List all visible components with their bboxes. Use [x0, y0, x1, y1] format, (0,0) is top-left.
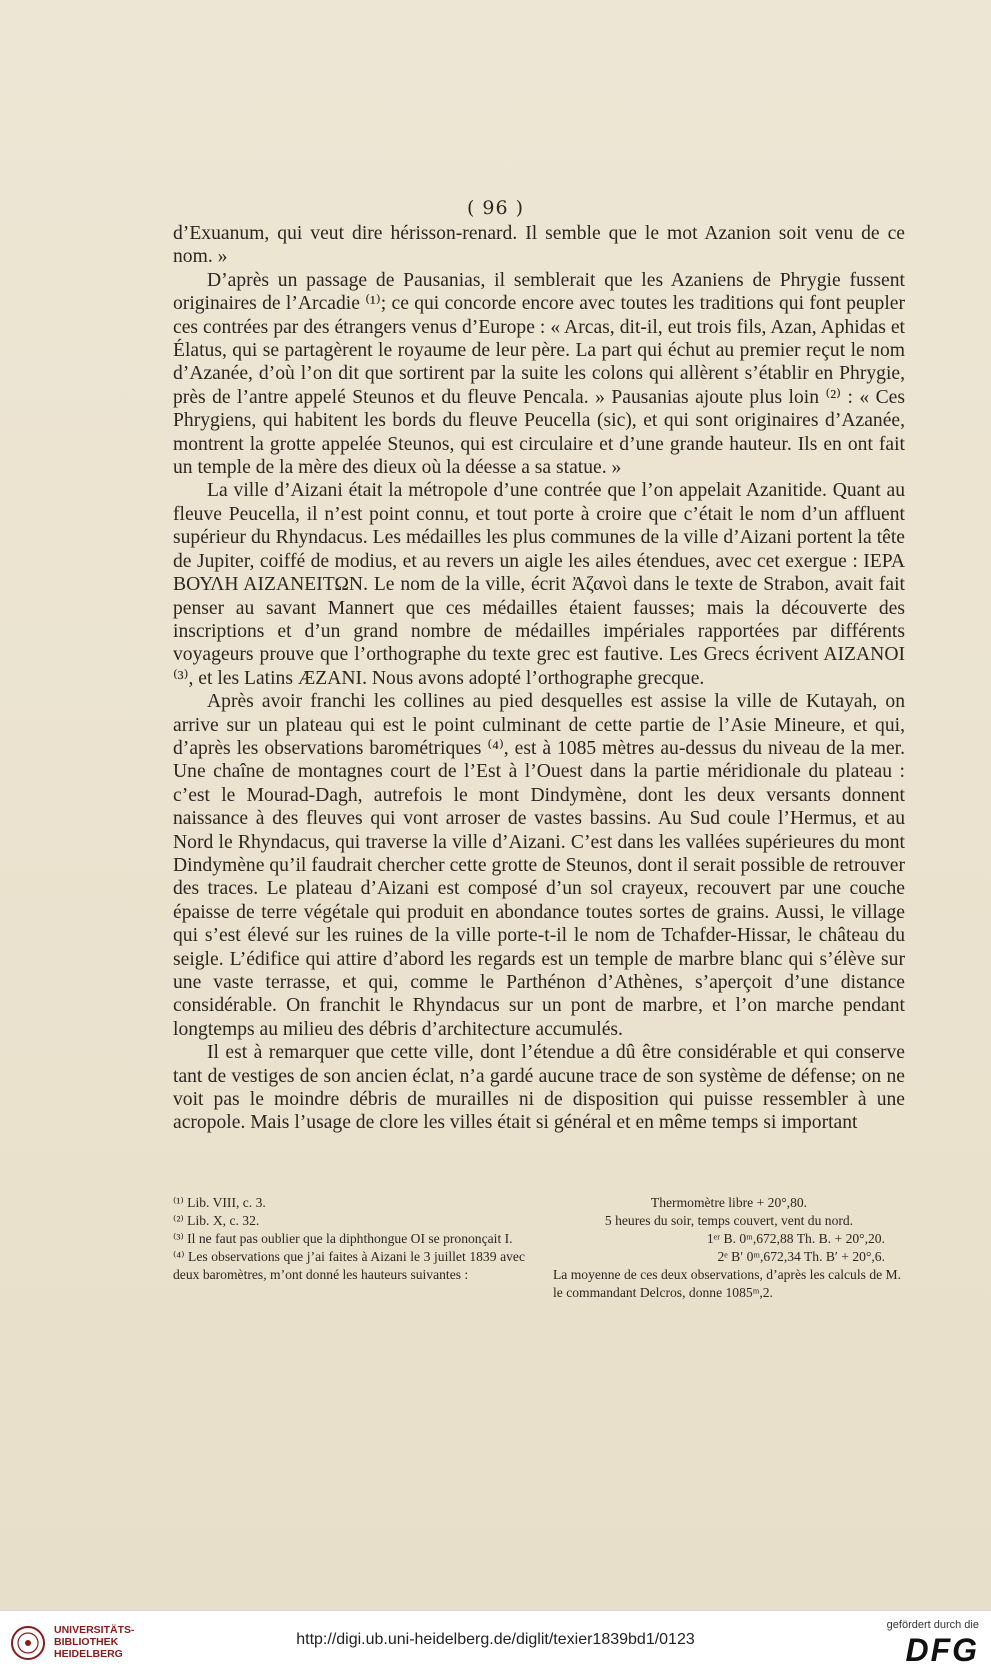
footnote-line: 1ᵉʳ B. 0ᵐ,672,88 Th. B. + 20°,20.	[706, 1231, 885, 1246]
page-number: ( 96 )	[466, 197, 525, 219]
footnotes	[173, 1194, 905, 1302]
footnote-line: La moyenne de ces deux observations, d’après les calculs de M. le commandant Delcros, donne 1085ᵐ,2.	[553, 1267, 902, 1300]
paragraph: d’Exuanum, qui veut dire hérisson-renard. Il semble que le mot Azanion soit venu de ce nom. »	[173, 223, 905, 268]
paragraph: Après avoir franchi les collines au pied desquelles est assise la ville de Kutayah, on arrive sur un plateau qui est le point culminant de cette partie de l’Asie Mineure, et qui, d’après les observations barométriques ⁽⁴⁾, est à 1085 mètres au-dessus du niveau de la mer. Une chaîne de montagnes court de l’Est à l’Ouest dans la partie méridionale du plateau : c’est le Mourad-Dagh, autrefois le mont Dindymène, dont les deux versants donnent naissance à des fleuves qui vont arroser de vastes bassins. Au Sud coule l’Hermus, et au Nord le Rhyndacus, qui traverse la ville d’Aizani. C’est dans les vallées supérieures du mont Dindymène qu’il faudrait chercher cette grotte de Steunos, dont il serait possible de retrouver des traces. Le plateau d’Aizani est composé d’un sol crayeux, recouvert par une couche épaisse de terre végétale qui produit en abondance toutes sortes de grains. Aussi, le village qui s’est élevé sur les ruines de la ville porte-t-il le nom de Tchafder-Hissar, le château du seigle. L’édifice qui attire d’abord les regards est un temple de marbre blanc qui s’élève sur une vaste terrasse, et qui, comme le Parthénon d’Athènes, s’aperçoit d’une distance considérable. On franchit le Rhyndacus sur un pont de marbre, et l’on marche pendant longtemps au milieu des débris d’architecture accumulés.	[173, 691, 905, 1040]
body-text	[173, 222, 905, 1135]
footnotes-right-column	[553, 1194, 905, 1302]
footer-bar	[0, 1610, 991, 1672]
sponsor-caption: gefördert durch die	[886, 1619, 979, 1631]
paragraph: D’après un passage de Pausanias, il semblerait que les Azaniens de Phrygie fussent originaires de l’Arcadie ⁽¹⁾; ce qui concorde encore avec toutes les traditions qui font peupler ces contrées par des étrangers venus d’Europe : « Arcas, dit-il, eut trois fils, Azan, Aphidas et Élatus, qui se partagèrent le royaume de leur père. La part qui échut au premier reçut le nom d’Azanée, d’où l’on dit que sortirent par la suite les colons qui allèrent s’établir en Phrygie, près de l’antre appelé Steunos et du fleuve Pencala. » Pausanias ajoute plus loin ⁽²⁾ : « Ces Phrygiens, qui habitent les bords du fleuve Peucella (sic), et qui sont originaires d’Azanée, montrent la grotte appelée Steunos, qui est circulaire et d’une grande hauteur. Ils en ont fait un temple de la mère des dieux où la déesse a sa statue. »	[173, 269, 905, 479]
footnote-line: Thermomètre libre + 20°,80.	[650, 1195, 808, 1210]
footnote: ⁽³⁾ Il ne faut pas oublier que la diphthongue OI se prononçait I.	[173, 1231, 513, 1246]
footnote: ⁽²⁾ Lib. X, c. 32.	[173, 1213, 260, 1228]
paragraph: Il est à remarquer que cette ville, dont l’étendue a dû être considérable et qui conserve tant de vestiges de son ancien éclat, n’a gardé aucune trace de son système de défense; on ne voit pas le moindre débris de murailles ni de disposition qui puisse ressembler à une acropole. Mais l’usage de clore les villes était si général et en même temps si important	[173, 1042, 905, 1134]
document-url[interactable]: http://digi.ub.uni-heidelberg.de/diglit/texier1839bd1/0123	[296, 1631, 695, 1648]
footnote: ⁽⁴⁾ Les observations que j’ai faites à Aizani le 3 juillet 1839 avec deux baromètres, m’ont donné les hauteurs suivantes :	[173, 1249, 525, 1282]
paragraph: La ville d’Aizani était la métropole d’une contrée que l’on appelait Azanitide. Quant au fleuve Peucella, il n’est point connu, et tout porte à croire que c’était le nom d’un affluent supérieur du Rhyndacus. Les médailles les plus communes de la ville d’Aizani portent la tête de Jupiter, coiffé de modius, et au revers un aigle les ailes étendues, avec cet exergue : ΙΕΡΑ ΒΟΥΛΗ ΑΙΖΑΝΕΙΤΩΝ. Le nom de la ville, écrit Ἀζανοὶ dans le texte de Strabon, avait fait penser au savant Mannert que ces médailles étaient fausses; mais la découverte des inscriptions et d’un grand nombre de médailles impériales rapportées par différents voyageurs prouve que l’orthographe du texte grec est fautive. Les Grecs écrivent AIZANOI ⁽³⁾, et les Latins ÆZANI. Nous avons adopté l’orthographe grecque.	[173, 480, 905, 689]
footnote-line: 5 heures du soir, temps couvert, vent du nord.	[604, 1213, 854, 1228]
footnote: ⁽¹⁾ Lib. VIII, c. 3.	[173, 1195, 266, 1210]
footnote-line: 2ᵉ B′ 0ᵐ,672,34 Th. B′ + 20°,6.	[717, 1249, 885, 1264]
footnotes-left-column	[173, 1194, 525, 1302]
university-name: UNIVERSITÄTS- BIBLIOTHEK HEIDELBERG	[54, 1624, 135, 1660]
dfg-logo: DFG	[905, 1632, 979, 1668]
